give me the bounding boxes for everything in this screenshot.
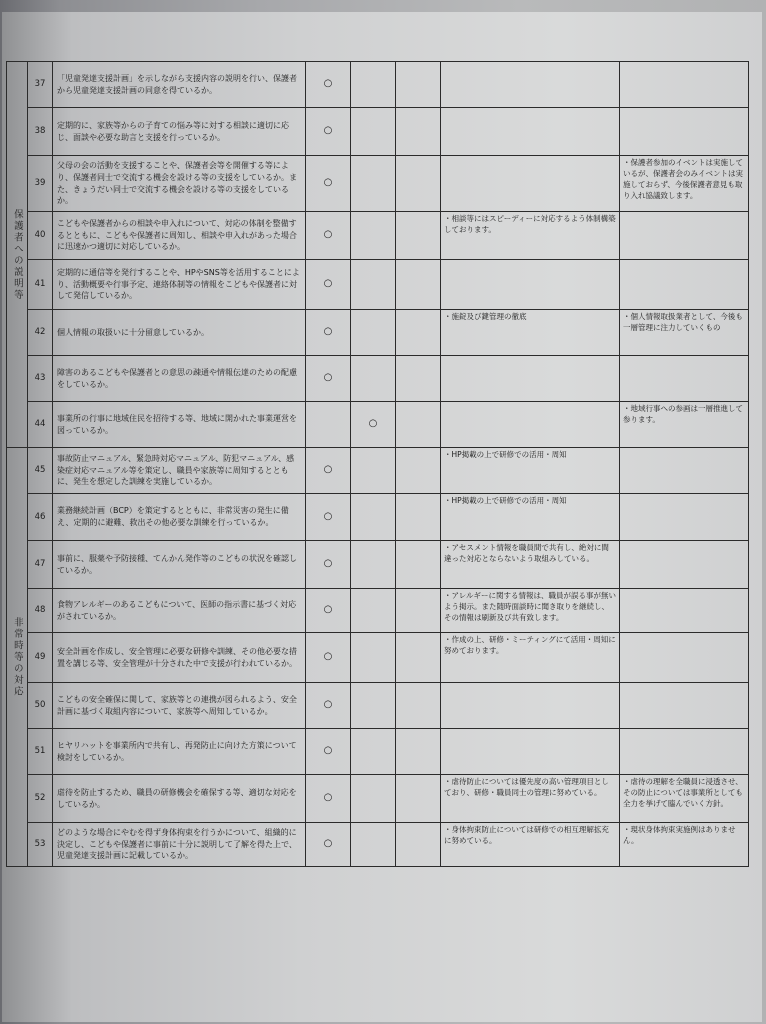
answer-yes: ○ — [306, 683, 351, 729]
answer-partial — [351, 448, 396, 494]
answer-partial — [351, 494, 396, 541]
table-row — [7, 108, 749, 156]
table-row — [7, 212, 749, 260]
item-question: こどもの安全確保に関して、家族等との連携が図られるよう、安全計画に基づく取組内容について、家族等へ周知しているか。 — [53, 683, 306, 729]
item-question: 業務継続計画（BCP）を策定するとともに、非常災害の発生に備え、定期的に避難、救出その他必要な訓練を行っているか。 — [53, 494, 306, 541]
answer-yes: ○ — [306, 156, 351, 212]
answer-partial — [351, 156, 396, 212]
item-number: 53 — [28, 823, 53, 867]
status-comment — [441, 402, 620, 448]
item-question: どのような場合にやむを得ず身体拘束を行うかについて、組織的に決定し、こどもや保護者に事前に十分に説明して了解を得た上で、児童発達支援計画に記載しているか。 — [53, 823, 306, 867]
table-row — [7, 589, 749, 633]
answer-yes: ○ — [306, 775, 351, 823]
status-comment — [441, 729, 620, 775]
table-row — [7, 775, 749, 823]
table-row — [7, 683, 749, 729]
answer-no — [396, 108, 441, 156]
answer-yes: ○ — [306, 448, 351, 494]
status-comment: ・作成の上、研修・ミーティングにて活用・周知に努めております。 — [441, 633, 620, 683]
status-comment: ・虐待防止については優先度の高い管理項目としており、研修・職員同士の管理に努めている。 — [441, 775, 620, 823]
answer-no — [396, 729, 441, 775]
answer-no — [396, 633, 441, 683]
status-comment: ・アレルギーに関する情報は、職員が誤る事が無いよう掲示。また随時面談時に聞き取りを継続し、その情報は刷新及び共有致します。 — [441, 589, 620, 633]
answer-partial — [351, 62, 396, 108]
answer-no — [396, 310, 441, 356]
table-row — [7, 356, 749, 402]
answer-yes: ○ — [306, 62, 351, 108]
table-row — [7, 310, 749, 356]
item-number: 47 — [28, 541, 53, 589]
table-row — [7, 729, 749, 775]
status-comment — [441, 683, 620, 729]
status-comment — [441, 62, 620, 108]
status-comment: ・身体拘束防止については研修での相互理解拡充に努めている。 — [441, 823, 620, 867]
table-row — [7, 448, 749, 494]
answer-yes: ○ — [306, 310, 351, 356]
answer-no — [396, 823, 441, 867]
answer-no — [396, 494, 441, 541]
item-question: こどもや保護者からの相談や申入れについて、対応の体制を整備するとともに、こどもや保護者に周知し、相談や申入れがあった場合に迅速かつ適切に対応しているか。 — [53, 212, 306, 260]
answer-partial — [351, 729, 396, 775]
table-row — [7, 541, 749, 589]
table-row — [7, 260, 749, 310]
answer-yes: ○ — [306, 589, 351, 633]
status-comment: ・施錠及び鍵管理の徹底 — [441, 310, 620, 356]
evaluation-table — [6, 61, 749, 867]
item-question: 父母の会の活動を支援することや、保護者会等を開催する等により、保護者同士で交流する機会を設ける等の支援をしているか。また、きょうだい同士で交流する機会を設ける等の支援をしているか。 — [53, 156, 306, 212]
table-body — [7, 62, 749, 867]
item-question: 虐待を防止するため、職員の研修機会を確保する等、適切な対応をしているか。 — [53, 775, 306, 823]
table-row — [7, 156, 749, 212]
answer-yes: ○ — [306, 108, 351, 156]
answer-yes: ○ — [306, 260, 351, 310]
status-comment — [441, 260, 620, 310]
answer-no — [396, 448, 441, 494]
answer-partial — [351, 823, 396, 867]
table-row — [7, 823, 749, 867]
answer-no — [396, 62, 441, 108]
improvement-comment — [620, 683, 749, 729]
item-question: 安全計画を作成し、安全管理に必要な研修や訓練、その他必要な措置を講じる等、安全管理が十分された中で支援が行われているか。 — [53, 633, 306, 683]
status-comment: ・HP掲載の上で研修での活用・周知 — [441, 448, 620, 494]
item-number: 37 — [28, 62, 53, 108]
item-number: 46 — [28, 494, 53, 541]
answer-no — [396, 156, 441, 212]
answer-yes: ○ — [306, 541, 351, 589]
answer-partial — [351, 683, 396, 729]
answer-partial — [351, 356, 396, 402]
status-comment: ・アセスメント情報を職員間で共有し、絶対に間違った対応とならないよう取組みしている。 — [441, 541, 620, 589]
item-number: 45 — [28, 448, 53, 494]
answer-yes: ○ — [306, 729, 351, 775]
answer-yes: ○ — [306, 494, 351, 541]
answer-yes — [306, 402, 351, 448]
answer-no — [396, 260, 441, 310]
item-number: 41 — [28, 260, 53, 310]
item-number: 39 — [28, 156, 53, 212]
item-number: 42 — [28, 310, 53, 356]
item-question: 事業所の行事に地域住民を招待する等、地域に開かれた事業運営を図っているか。 — [53, 402, 306, 448]
item-number: 43 — [28, 356, 53, 402]
answer-no — [396, 589, 441, 633]
category-emergency: 非常時等の対応 — [7, 448, 28, 867]
answer-no — [396, 541, 441, 589]
improvement-comment: ・地域行事への参画は一層推進して参ります。 — [620, 402, 749, 448]
item-number: 49 — [28, 633, 53, 683]
answer-no — [396, 402, 441, 448]
status-comment — [441, 156, 620, 212]
item-question: 事前に、服薬や予防接種、てんかん発作等のこどもの状況を確認しているか。 — [53, 541, 306, 589]
improvement-comment: ・保護者参加のイベントは実施しているが、保護者会のみイベントは実施しておらず、今後保護者意見も取り入れ協議致します。 — [620, 156, 749, 212]
item-number: 44 — [28, 402, 53, 448]
improvement-comment — [620, 541, 749, 589]
answer-yes: ○ — [306, 212, 351, 260]
answer-no — [396, 356, 441, 402]
item-number: 38 — [28, 108, 53, 156]
answer-no — [396, 212, 441, 260]
answer-partial — [351, 541, 396, 589]
answer-partial — [351, 108, 396, 156]
answer-partial: ○ — [351, 402, 396, 448]
improvement-comment — [620, 448, 749, 494]
improvement-comment — [620, 260, 749, 310]
status-comment — [441, 108, 620, 156]
improvement-comment: ・個人情報取扱業者として、今後も一層管理に注力していくもの — [620, 310, 749, 356]
improvement-comment — [620, 589, 749, 633]
item-question: 定期的に通信等を発行することや、HPやSNS等を活用することにより、活動概要や行事予定、連絡体制等の情報をこどもや保護者に対して発信しているか。 — [53, 260, 306, 310]
item-number: 52 — [28, 775, 53, 823]
table-row — [7, 633, 749, 683]
status-comment — [441, 356, 620, 402]
answer-yes: ○ — [306, 356, 351, 402]
item-question: ヒヤリハットを事業所内で共有し、再発防止に向けた方策について検討をしているか。 — [53, 729, 306, 775]
answer-no — [396, 775, 441, 823]
item-number: 51 — [28, 729, 53, 775]
answer-partial — [351, 260, 396, 310]
item-question: 事故防止マニュアル、緊急時対応マニュアル、防犯マニュアル、感染症対応マニュアル等を策定し、職員や家族等に周知するとともに、発生を想定した訓練を実施しているか。 — [53, 448, 306, 494]
category-guardian: 保護者への説明等 — [7, 62, 28, 448]
item-question: 個人情報の取扱いに十分留意しているか。 — [53, 310, 306, 356]
improvement-comment — [620, 62, 749, 108]
item-question: 定期的に、家族等からの子育ての悩み等に対する相談に適切に応じ、面談や必要な助言と支援を行っているか。 — [53, 108, 306, 156]
answer-partial — [351, 589, 396, 633]
table-row — [7, 402, 749, 448]
improvement-comment — [620, 494, 749, 541]
item-question: 障害のあるこどもや保護者との意思の疎通や情報伝達のための配慮をしているか。 — [53, 356, 306, 402]
improvement-comment — [620, 108, 749, 156]
item-question: 「児童発達支援計画」を示しながら支援内容の説明を行い、保護者から児童発達支援計画の同意を得ているか。 — [53, 62, 306, 108]
item-number: 50 — [28, 683, 53, 729]
improvement-comment: ・現状身体拘束実施例はありません。 — [620, 823, 749, 867]
table-row — [7, 494, 749, 541]
item-number: 48 — [28, 589, 53, 633]
answer-yes: ○ — [306, 823, 351, 867]
improvement-comment: ・虐待の理解を全職員に浸透させ、その防止については事業所としても全力を挙げて臨んでいく方針。 — [620, 775, 749, 823]
item-number: 40 — [28, 212, 53, 260]
answer-yes: ○ — [306, 633, 351, 683]
improvement-comment — [620, 633, 749, 683]
answer-partial — [351, 310, 396, 356]
status-comment: ・相談等にはスピーディーに対応するよう体制構築しております。 — [441, 212, 620, 260]
answer-partial — [351, 775, 396, 823]
improvement-comment — [620, 212, 749, 260]
item-question: 食物アレルギーのあるこどもについて、医師の指示書に基づく対応がされているか。 — [53, 589, 306, 633]
answer-partial — [351, 633, 396, 683]
status-comment: ・HP掲載の上で研修での活用・周知 — [441, 494, 620, 541]
answer-partial — [351, 212, 396, 260]
answer-no — [396, 683, 441, 729]
table-row — [7, 62, 749, 108]
improvement-comment — [620, 729, 749, 775]
improvement-comment — [620, 356, 749, 402]
